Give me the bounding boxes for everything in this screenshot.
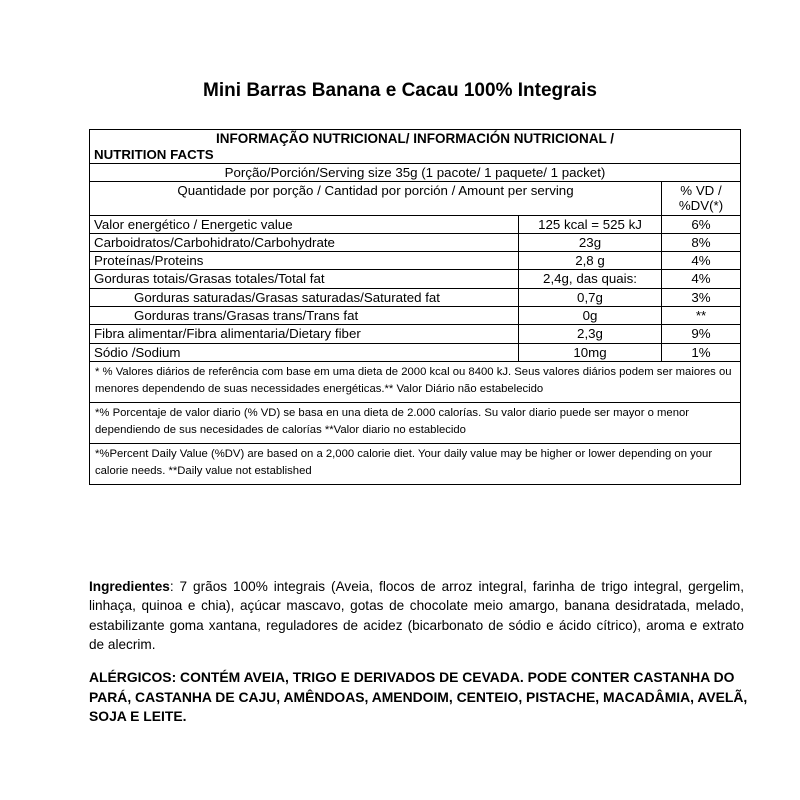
- nutrition-facts-table: [89, 129, 741, 485]
- nutrient-label: Fibra alimentar/Fibra alimentaria/Dietary fiber: [90, 325, 519, 343]
- table-header-line2: NUTRITION FACTS: [94, 146, 214, 162]
- nutrient-label: Gorduras totais/Grasas totales/Total fat: [90, 270, 519, 288]
- nutrient-daily-value: 6%: [662, 215, 741, 233]
- table-row: [90, 252, 741, 270]
- table-row: [90, 288, 741, 306]
- nutrient-daily-value: 4%: [662, 252, 741, 270]
- nutrient-label: Gorduras trans/Grasas trans/Trans fat: [90, 307, 519, 325]
- nutrient-label: Sódio /Sodium: [90, 343, 519, 361]
- nutrient-quantity: 0g: [519, 307, 662, 325]
- vd-header: [662, 182, 741, 216]
- vd-header-line1: % VD /: [680, 183, 722, 199]
- ingredients-label: Ingredientes: [89, 579, 170, 594]
- product-title: Mini Barras Banana e Cacau 100% Integrais: [203, 80, 597, 101]
- table-header: [90, 130, 741, 164]
- nutrient-daily-value: 8%: [662, 233, 741, 251]
- table-row: [90, 307, 741, 325]
- serving-size: Porção/Porción/Serving size 35g (1 pacote/ 1 paquete/ 1 packet): [90, 163, 741, 181]
- allergens-paragraph: ALÉRGICOS: CONTÉM AVEIA, TRIGO E DERIVADOS DE CEVADA. PODE CONTER CASTANHA DO PARÁ, CASTANHA DE CAJU, AMÊNDOAS, AMENDOIM, CENTEIO, PISTACHE, MACADÂMIA, AVELÃ, SOJA E LEITE.: [89, 669, 748, 725]
- nutrient-quantity: 10mg: [519, 343, 662, 361]
- nutrient-label: Carboidratos/Carbohidrato/Carbohydrate: [90, 233, 519, 251]
- table-header-row: [90, 130, 741, 164]
- footnote-english: *%Percent Daily Value (%DV) are based on a 2,000 calorie diet. Your daily value may be higher or lower depending on your calorie needs. **Daily value not established: [90, 443, 741, 484]
- nutrient-daily-value: 1%: [662, 343, 741, 361]
- nutrient-label: Gorduras saturadas/Grasas saturadas/Saturated fat: [90, 288, 519, 306]
- footnote-portuguese: * % Valores diários de referência com base em uma dieta de 2000 kcal ou 8400 kJ. Seus valores diários podem ser maiores ou menores dependendo de suas necessidades energéticas.** Valor Diário não estabelecido: [90, 361, 741, 402]
- vd-header-line2: %DV(*): [678, 198, 724, 214]
- footnote-row: [90, 402, 741, 443]
- table-row: [90, 343, 741, 361]
- footnote-spanish: *% Porcentaje de valor diario (% VD) se basa en una dieta de 2.000 calorías. Su valor diario puede ser mayor o menor dependiendo de sus necesidades de calorías **Valor diario no establecido: [90, 402, 741, 443]
- table-row: [90, 270, 741, 288]
- ingredients-text: : 7 grãos 100% integrais (Aveia, flocos de arroz integral, farinha de trigo integral, gergelim, linhaça, quinoa e chia), açúcar mascavo, gotas de chocolate meio amargo, banana desidratada, melado, estabilizante goma xantana, reguladores de acidez (bicarbonato de sódio e ácido cítrico), aroma e extrato de alecrim.: [89, 579, 744, 652]
- nutrient-daily-value: 3%: [662, 288, 741, 306]
- table-row: [90, 233, 741, 251]
- ingredients-paragraph: [89, 577, 744, 654]
- nutrient-daily-value: **: [662, 307, 741, 325]
- nutrient-daily-value: 9%: [662, 325, 741, 343]
- nutrient-quantity: 0,7g: [519, 288, 662, 306]
- footnote-row: [90, 443, 741, 484]
- amount-per-serving: Quantidade por porção / Cantidad por porción / Amount per serving: [90, 182, 662, 216]
- nutrient-quantity: 23g: [519, 233, 662, 251]
- nutrient-daily-value: 4%: [662, 270, 741, 288]
- nutrient-quantity: 2,8 g: [519, 252, 662, 270]
- table-header-line1: INFORMAÇÃO NUTRICIONAL/ INFORMACIÓN NUTRICIONAL /: [216, 131, 614, 146]
- table-row: [90, 215, 741, 233]
- serving-size-row: [90, 163, 741, 181]
- amount-header-row: [90, 182, 741, 216]
- nutrient-quantity: 125 kcal = 525 kJ: [519, 215, 662, 233]
- nutrient-label: Proteínas/Proteins: [90, 252, 519, 270]
- nutrient-quantity: 2,3g: [519, 325, 662, 343]
- footnote-row: [90, 361, 741, 402]
- nutrient-quantity: 2,4g, das quais:: [519, 270, 662, 288]
- nutrient-label: Valor energético / Energetic value: [90, 215, 519, 233]
- table-row: [90, 325, 741, 343]
